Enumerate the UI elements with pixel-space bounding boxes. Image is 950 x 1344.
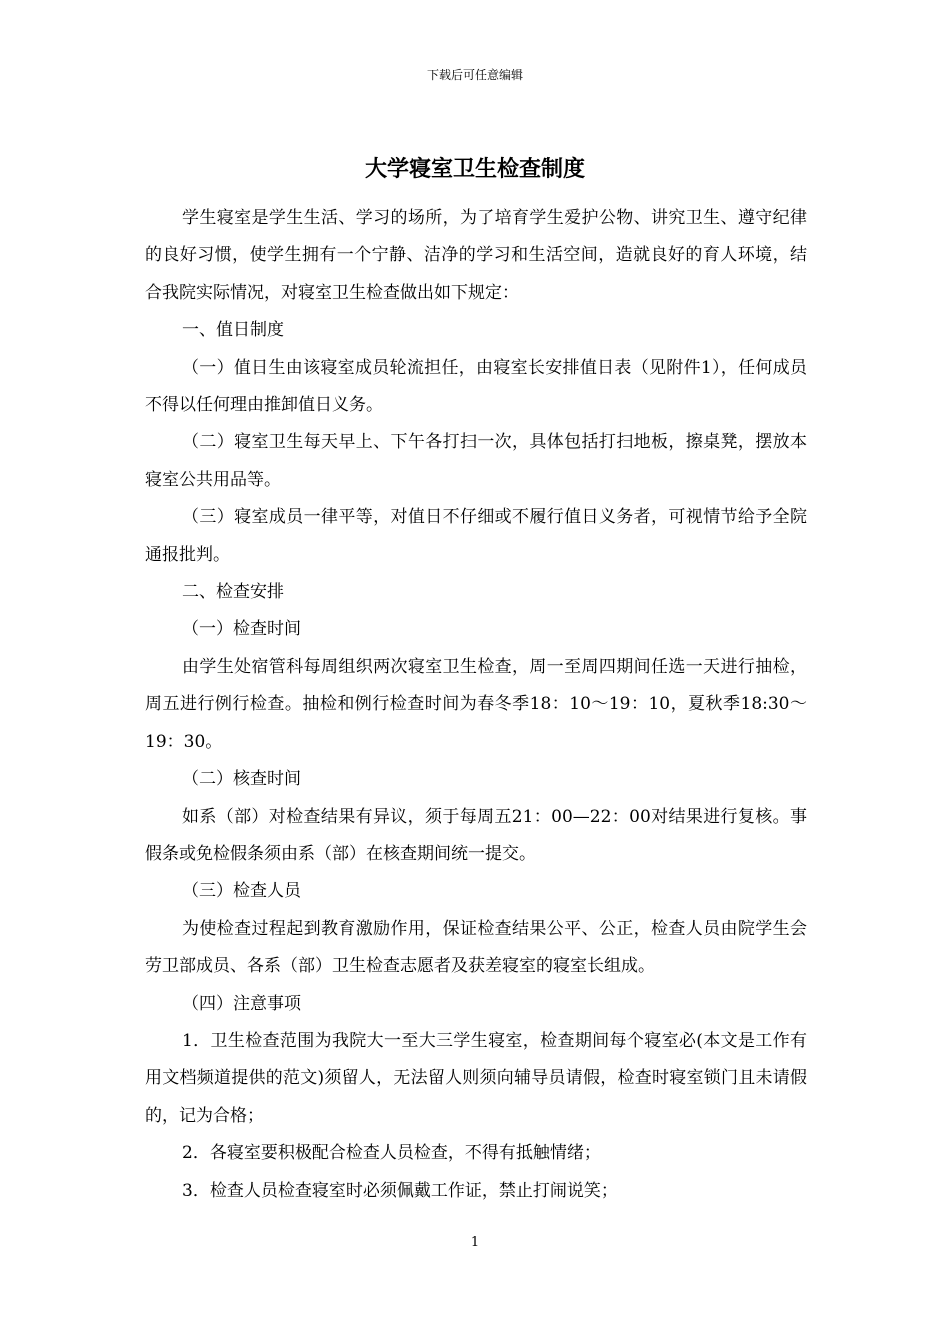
section-heading-duty: 一、值日制度 xyxy=(182,320,284,341)
header-note: 下载后可任意编辑 xyxy=(426,68,523,82)
subheading-review-time: （二）核查时间 xyxy=(182,769,301,790)
page-number: 1 xyxy=(470,1235,480,1250)
paragraph-inspectors: 为使检查过程起到教育激励作用，保证检查结果公平、公正，检查人员由院学生会劳卫部成员、各系（部）卫生检查志愿者及获差寝室的寝室长组成。 xyxy=(145,918,807,977)
paragraph-review-time: 如系（部）对检查结果有异议，须于每周五21：00—22：00对结果进行复核。事假条或免检假条须由系（部）在核查期间统一提交。 xyxy=(145,806,807,864)
document-body xyxy=(145,200,807,1210)
subheading-notes: （四）注意事项 xyxy=(182,993,301,1014)
paragraph-duty-2: （二）寝室卫生每天早上、下午各打扫一次，具体包括打扫地板，擦桌凳，摆放本寝室公共用品等。 xyxy=(145,432,807,490)
paragraph-note-3: 3．检查人员检查寝室时必须佩戴工作证，禁止打闹说笑； xyxy=(182,1180,618,1201)
subheading-inspectors: （三）检查人员 xyxy=(182,881,301,902)
paragraph-duty-3: （三）寝室成员一律平等，对值日不仔细或不履行值日义务者，可视情节给予全院通报批判。 xyxy=(145,507,807,565)
subheading-inspection-time: （一）检查时间 xyxy=(182,619,301,640)
paragraph-intro: 学生寝室是学生生活、学习的场所，为了培育学生爱护公物、讲究卫生、遵守纪律的良好习惯，使学生拥有一个宁静、洁净的学习和生活空间，造就良好的育人环境，结合我院实际情况，对寝室卫生检查做出如下规定： xyxy=(145,208,807,303)
document-title: 大学寝室卫生检查制度 xyxy=(364,157,585,182)
paragraph-note-2: 2．各寝室要积极配合检查人员检查，不得有抵触情绪； xyxy=(182,1143,601,1164)
paragraph-inspection-time: 由学生处宿管科每周组织两次寝室卫生检查，周一至周四期间任选一天进行抽检，周五进行例行检查。抽检和例行检查时间为春冬季18：10～19：10，夏秋季18:30～19：30。 xyxy=(145,656,807,752)
section-heading-inspection: 二、检查安排 xyxy=(182,582,284,603)
paragraph-duty-1: （一）值日生由该寝室成员轮流担任，由寝室长安排值日表（见附件1），任何成员不得以任何理由推卸值日义务。 xyxy=(145,357,807,416)
paragraph-note-1: 1．卫生检查范围为我院大一至大三学生寝室，检查期间每个寝室必(本文是工作有用文档频道提供的范文)须留人，无法留人则须向辅导员请假，检查时寝室锁门且未请假的，记为合格； xyxy=(145,1030,807,1126)
